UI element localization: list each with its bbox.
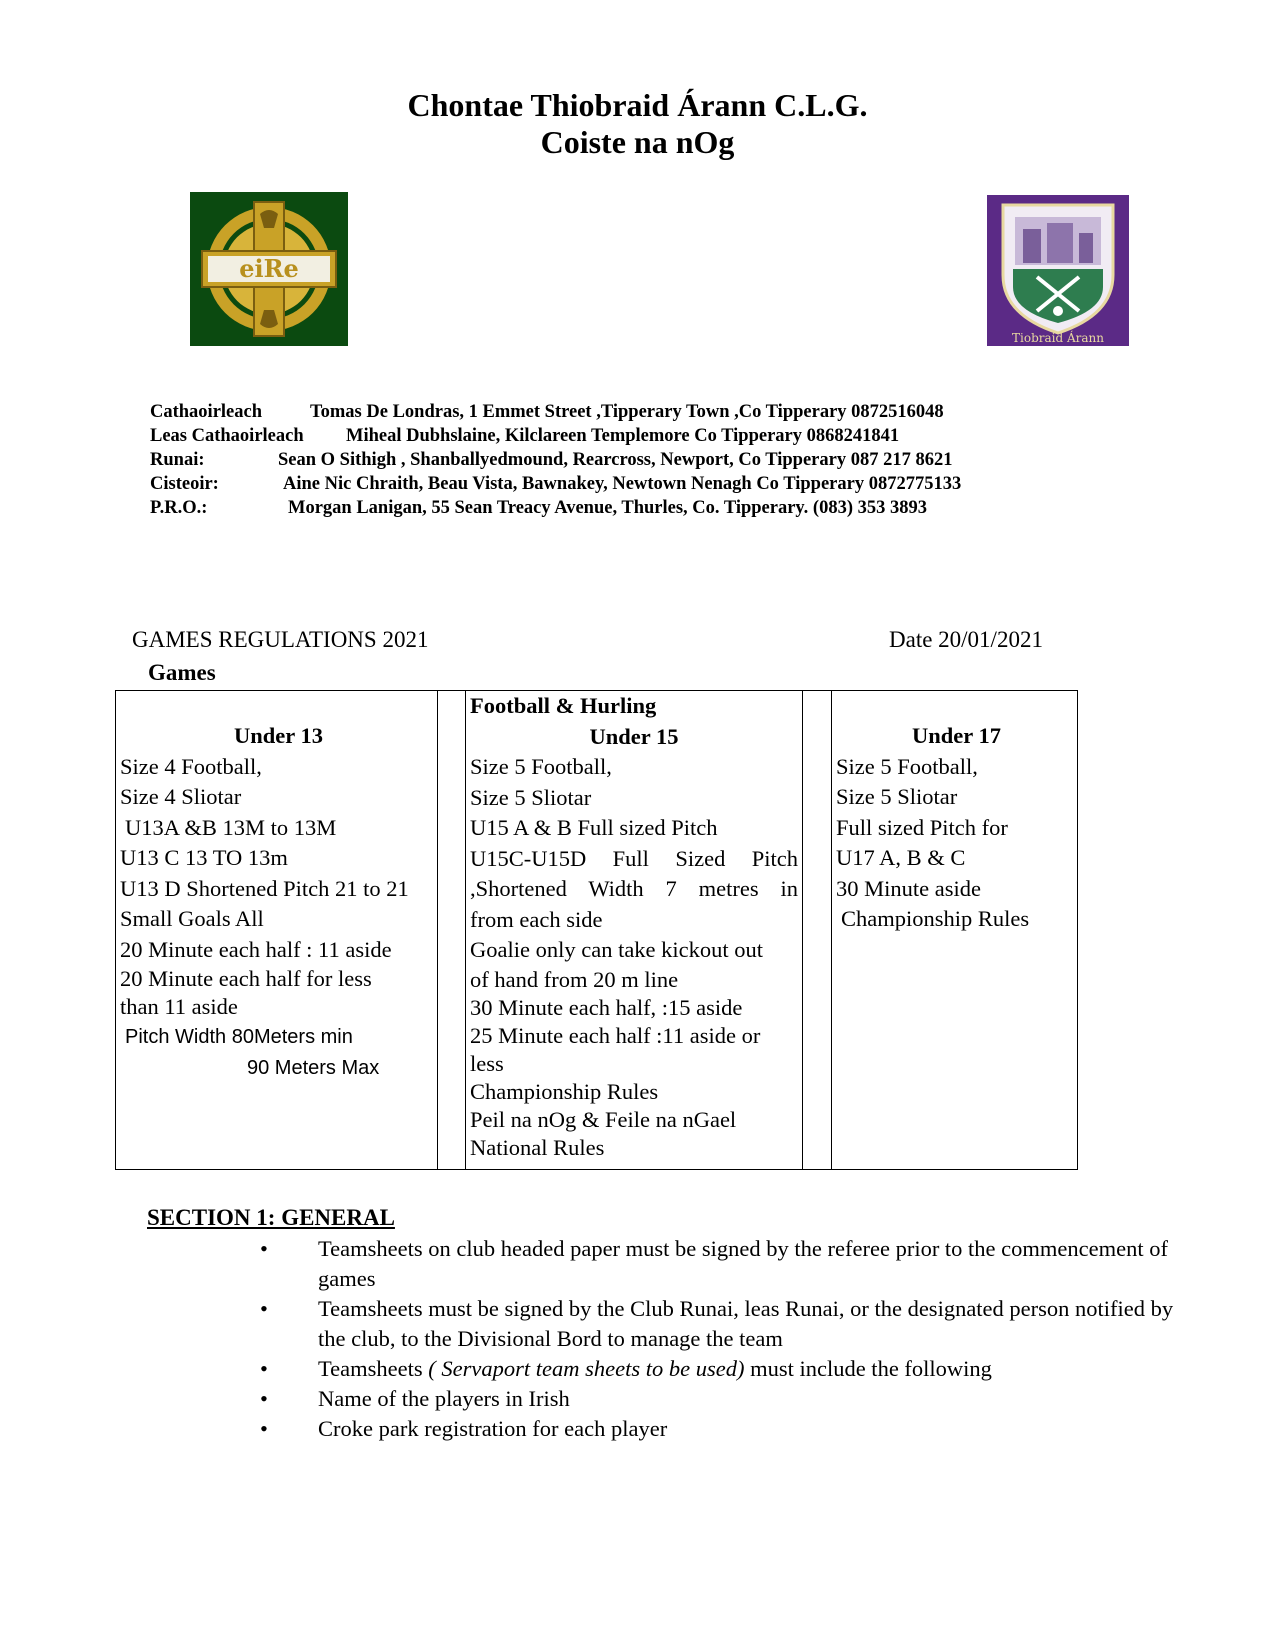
- games-table: [115, 690, 1078, 1170]
- u13-pitch-width-max: 90 Meters Max: [247, 1057, 380, 1079]
- section-1-heading: SECTION 1: GENERAL: [147, 1205, 395, 1230]
- officer-role: Runai:: [150, 450, 205, 470]
- u15-line: Peil na nOg & Feile na nGael: [470, 1106, 737, 1132]
- under-15-header: Under 15: [589, 723, 679, 749]
- section-1-bullets: [255, 1234, 1185, 1444]
- u17-line: Full sized Pitch for: [836, 814, 1008, 840]
- gaa-eire-crest-icon: [190, 192, 348, 346]
- u17-line: Size 5 Sliotar: [836, 784, 958, 809]
- under-15-column: [466, 691, 803, 1170]
- u15-line: Goalie only can take kickout out: [470, 937, 764, 962]
- svg-text:eiRe: eiRe: [239, 254, 299, 283]
- u13-pitch-width-min: Pitch Width 80Meters min: [125, 1026, 353, 1048]
- under-17-column: [832, 691, 1078, 1170]
- spacer-cell: [803, 691, 832, 1170]
- officer-role: Cisteoir:: [150, 474, 219, 494]
- football-hurling-header: Football & Hurling: [470, 693, 657, 718]
- bullet-text: Croke park registration for each player: [318, 1416, 668, 1441]
- u15-line: U15 A & B Full sized Pitch: [470, 815, 718, 840]
- officer-detail: Aine Nic Chraith, Beau Vista, Bawnakey, Newtown Nenagh Co Tipperary 0872775133: [283, 474, 962, 494]
- u15-line: 25 Minute each half :11 aside or: [470, 1022, 761, 1048]
- officer-detail: Tomas De Londras, 1 Emmet Street ,Tipperary Town ,Co Tipperary 0872516048: [310, 402, 944, 422]
- u17-line: Championship Rules: [841, 906, 1030, 931]
- u13-line: 20 Minute each half for less: [120, 966, 372, 991]
- u17-line: U17 A, B & C: [836, 845, 966, 870]
- bullet-icon: •: [260, 1356, 268, 1381]
- bullet-text: must include the following: [744, 1356, 992, 1381]
- spacer-cell: [438, 691, 466, 1170]
- u15-line: National Rules: [470, 1134, 605, 1160]
- u15-line: Size 5 Football,: [470, 754, 612, 779]
- officer-detail: Sean O Sithigh , Shanballyedmound, Rearcross, Newport, Co Tipperary 087 217 8621: [278, 450, 953, 470]
- u15-line: Championship Rules: [470, 1078, 659, 1104]
- bullet-icon: •: [260, 1416, 268, 1441]
- u15-line: ,Shortened Width 7 metres in: [470, 876, 798, 901]
- u13-line: U13 C 13 TO 13m: [120, 845, 288, 870]
- officer-role: Cathaoirleach: [150, 402, 263, 422]
- under-17-header: Under 17: [912, 723, 1001, 748]
- u13-line: than 11 aside: [120, 994, 238, 1019]
- document-subtitle: Coiste na nOg: [540, 124, 735, 160]
- u13-line: U13A &B 13M to 13M: [125, 814, 337, 840]
- under-13-header: Under 13: [234, 723, 323, 748]
- bullet-text: Teamsheets: [318, 1356, 429, 1381]
- bullet-item: [255, 1384, 1185, 1414]
- u13-line: Size 4 Sliotar: [120, 784, 242, 809]
- bullet-text: Teamsheets on club headed paper must be signed by the referee prior to the commencement of games: [318, 1236, 1168, 1291]
- u15-line: less: [470, 1050, 504, 1076]
- u13-line: U13 D Shortened Pitch 21 to 21: [120, 875, 409, 901]
- bullet-item: [255, 1354, 1185, 1384]
- u15-line: of hand from 20 m line: [470, 966, 679, 992]
- officer-role: Leas Cathaoirleach: [150, 426, 304, 446]
- u13-line: Size 4 Football,: [120, 753, 262, 779]
- officer-detail: Miheal Dubhslaine, Kilclareen Templemore Co Tipperary 0868241841: [346, 426, 900, 446]
- u15-line: from each side: [470, 906, 603, 932]
- officer-role: P.R.O.:: [150, 498, 208, 518]
- games-subheading: Games: [148, 660, 216, 685]
- u13-line: 20 Minute each half : 11 aside: [120, 936, 392, 962]
- bullet-text-italic: ( Servaport team sheets to be used): [428, 1356, 745, 1381]
- bullet-item: [255, 1294, 1185, 1354]
- u15-line: U15C-U15D Full Sized Pitch: [470, 845, 798, 871]
- svg-text:Tiobraid Árann: Tiobraid Árann: [1012, 331, 1104, 345]
- u17-line: 30 Minute aside: [836, 875, 981, 901]
- bullet-item: [255, 1234, 1185, 1294]
- document-title: Chontae Thiobraid Árann C.L.G.: [407, 87, 868, 123]
- bullet-icon: •: [260, 1386, 268, 1411]
- u15-line: 30 Minute each half, :15 aside: [470, 994, 743, 1020]
- bullet-item: [255, 1414, 1185, 1444]
- regulations-date: Date 20/01/2021: [889, 627, 1043, 652]
- regulations-heading: GAMES REGULATIONS 2021: [132, 627, 429, 652]
- u17-line: Size 5 Football,: [836, 753, 978, 779]
- bullet-text: Name of the players in Irish: [318, 1386, 570, 1411]
- bullet-text: Teamsheets must be signed by the Club Runai, leas Runai, or the designated person notified by the club, to the Divisional Bord to manage the team: [318, 1296, 1174, 1351]
- officer-detail: Morgan Lanigan, 55 Sean Treacy Avenue, Thurles, Co. Tipperary. (083) 353 3893: [288, 498, 927, 518]
- u13-line: Small Goals All: [120, 906, 264, 931]
- tipperary-crest-icon: [987, 195, 1129, 346]
- bullet-icon: •: [260, 1296, 268, 1321]
- bullet-icon: •: [260, 1236, 268, 1261]
- u15-line: Size 5 Sliotar: [470, 784, 592, 810]
- under-13-column: [116, 691, 438, 1170]
